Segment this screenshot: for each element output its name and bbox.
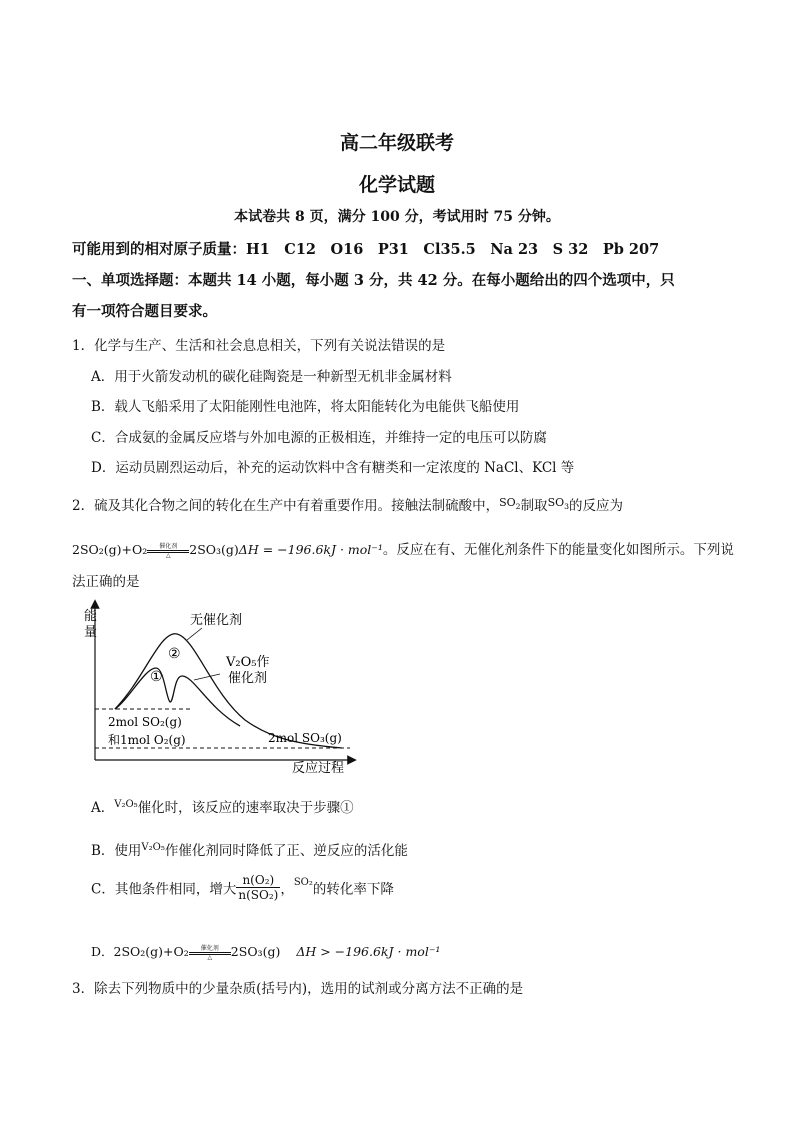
q1-option-c: C．合成氨的金属反应塔与外加电源的正极相连，并维持一定的电压可以防腐: [91, 430, 547, 446]
so2-formula: SO2: [499, 496, 521, 512]
equation-left: 2SO₂(g)+O₂: [72, 542, 148, 557]
v2o5-formula: V₂O₅: [114, 799, 138, 810]
q1-option-d: D．运动员剧烈运动后，补充的运动饮料中含有糖类和一定浓度的 NaCl、KCl 等: [91, 460, 575, 476]
q2-option-c: C．其他条件相同，增大 $\frac{\text{n(O₂)}}{\text{n(SO₂)}}$ ，$^{SO_2}$的转化率下降: [91, 873, 394, 902]
section-heading-line2: 有一项符合题目要求。: [72, 303, 217, 320]
product-label: 2mol SO₃(g): [268, 731, 342, 745]
q3-stem: 3．除去下列物质中的少量杂质(括号内)，选用的试剂或分离方法不正确的是: [72, 981, 524, 997]
q2-stem-part-d: 。反应在有、无催化剂条件下的能量变化如图所示。下列说: [382, 542, 734, 558]
q2-stem-part-c: 的反应为: [569, 498, 624, 514]
x-axis-label: 反应过程: [292, 761, 345, 776]
enthalpy-change: ΔH > −196.6kJ · mol⁻¹: [296, 944, 441, 959]
reaction-arrow: 催化剂 △: [189, 946, 231, 960]
enthalpy-change: ΔH = −196.6kJ · mol⁻¹: [238, 542, 383, 557]
reactant-label-1: 2mol SO₂(g): [108, 715, 182, 729]
q2-stem-part-b: 制取: [520, 498, 548, 514]
step-1-marker: ①: [150, 669, 163, 685]
q2-stem-line3: 法正确的是: [72, 574, 140, 590]
exam-info: 本试卷共 8 页，满分 100 分，考试用时 75 分钟。: [234, 209, 560, 225]
so3-formula: SO3: [547, 496, 570, 512]
q1-option-a: A．用于火箭发动机的碳化硅陶瓷是一种新型无机非金属材料: [91, 369, 452, 385]
energy-diagram: [70, 598, 360, 783]
reaction-arrow: 催化剂 △: [147, 544, 189, 558]
y-axis-label-1: 能: [84, 609, 98, 624]
paper-subtitle: 化学试题: [358, 174, 435, 196]
no-catalyst-label: 无催化剂: [190, 613, 243, 628]
q2-stem-line1: [72, 494, 623, 514]
reactant-label-2: 和1mol O₂(g): [108, 733, 186, 747]
equation-right: 2SO₃(g): [189, 542, 239, 557]
catalyst-label-2: 催化剂: [228, 671, 268, 686]
ratio-fraction: $\frac{\text{n(O₂)}}{\text{n(SO₂)}}$: [238, 873, 279, 902]
atomic-mass-line: 可能用到的相对原子质量：H1 C12 O16 P31 Cl35.5 Na 23 S 32 Pb 207: [72, 241, 660, 258]
section-heading-line1: 一、单项选择题：本题共 14 小题，每小题 3 分，共 42 分。在每小题给出的四个选项中，只: [72, 272, 675, 289]
y-axis-label-2: 量: [84, 625, 98, 640]
q2-option-b: B．使用$^{V_2O_5}$作催化剂同时降低了正、逆反应的活化能: [91, 842, 408, 859]
so2-formula: SO₂: [293, 877, 313, 888]
no-catalyst-pointer: [187, 628, 202, 640]
q2-option-a: A．$^{V_2O_5}$催化时，该反应的速率取决于步骤①: [91, 799, 354, 816]
q1-stem: 1．化学与生产、生活和社会息息相关，下列有关说法错误的是: [72, 338, 446, 354]
v2o5-formula: V₂O₅: [141, 842, 165, 853]
q2-equation-line: [72, 538, 734, 558]
catalyst-label-1: V₂O₅作: [226, 655, 270, 670]
paper-title: 高二年级联考: [339, 132, 454, 154]
q1-option-b: B．载人飞船采用了太阳能刚性电池阵，将太阳能转化为电能供飞船使用: [91, 399, 520, 415]
q2-stem-part-a: 2．硫及其化合物之间的转化在生产中有着重要作用。接触法制硫酸中，: [72, 498, 500, 514]
q2-option-d: D．2SO₂(g)+O₂ 催化剂 △ 2SO₃(g) ΔH > −196.6kJ · mol⁻¹: [91, 944, 441, 961]
step-2-marker: ②: [168, 646, 181, 662]
catalyst-pointer: [194, 674, 220, 680]
